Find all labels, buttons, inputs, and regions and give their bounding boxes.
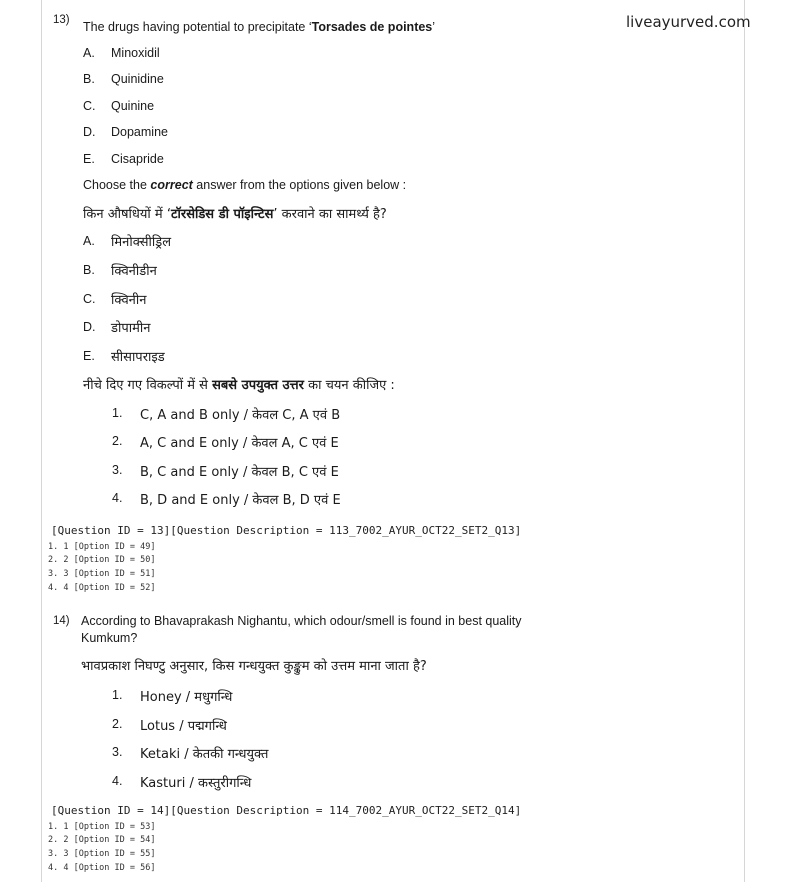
answer-text: Honey / मधुगन्धि — [140, 690, 233, 705]
option-letter: B. — [83, 263, 95, 277]
option-id-line: 2. 2 [Option ID = 54] — [48, 835, 156, 845]
answer-number: 4. — [112, 774, 123, 788]
option-text: Minoxidil — [111, 46, 160, 60]
option-letter: A. — [83, 234, 95, 248]
option-letter: C. — [83, 292, 96, 306]
option-id-line: 3. 3 [Option ID = 51] — [48, 569, 156, 579]
option-text: क्विनीडीन — [111, 264, 157, 279]
question-14-text-line1: According to Bhavaprakash Nighantu, which odour/smell is found in best quality — [81, 614, 522, 628]
question-14-text-line2: Kumkum? — [81, 631, 138, 645]
option-text: मिनोक्सीड्रिल — [111, 235, 172, 250]
option-text: Quinine — [111, 99, 155, 113]
option-letter: E. — [83, 152, 95, 166]
option-text: सीसापराइड — [111, 350, 165, 365]
option-text: क्विनीन — [111, 293, 147, 308]
option-id-line: 4. 4 [Option ID = 52] — [48, 583, 156, 593]
answer-number: 1. — [112, 688, 123, 702]
watermark: liveayurved.com — [626, 13, 751, 31]
question-14-meta: [Question ID = 14][Question Description = 114_7002_AYUR_OCT22_SET2_Q14] — [51, 804, 522, 817]
answer-number: 3. — [112, 463, 123, 477]
option-text: डोपामीन — [111, 321, 151, 336]
option-letter: C. — [83, 99, 96, 113]
option-text: Dopamine — [111, 125, 168, 139]
answer-number: 3. — [112, 745, 123, 759]
answer-text: C, A and B only / केवल C, A एवं B — [140, 408, 341, 423]
option-id-line: 1. 1 [Option ID = 53] — [48, 822, 156, 832]
question-13-text: The drugs having potential to precipitate ‘Torsades de pointes’ — [83, 20, 436, 34]
question-13-meta: [Question ID = 13][Question Description = 113_7002_AYUR_OCT22_SET2_Q13] — [51, 524, 522, 537]
page-border-left — [41, 0, 42, 882]
question-13-instruction: Choose the correct answer from the options given below : — [83, 178, 407, 192]
answer-number: 2. — [112, 434, 123, 448]
question-14-text-hindi: भावप्रकाश निघण्टु अनुसार, किस गन्धयुक्त कुङ्कुम को उत्तम माना जाता है? — [81, 659, 427, 674]
option-letter: D. — [83, 125, 96, 139]
option-id-line: 1. 1 [Option ID = 49] — [48, 542, 156, 552]
option-id-line: 2. 2 [Option ID = 50] — [48, 555, 156, 565]
page-border-right — [744, 0, 745, 882]
option-id-line: 4. 4 [Option ID = 56] — [48, 863, 156, 873]
answer-text: Kasturi / कस्तुरीगन्धि — [140, 776, 252, 791]
option-letter: B. — [83, 72, 95, 86]
question-13-text-hindi: किन औषधियों में ‘टॉरसेडिस डी पॉइन्टिस’ करवाने का सामर्थ्य है? — [83, 207, 387, 222]
option-letter: A. — [83, 46, 95, 60]
option-text: Quinidine — [111, 72, 164, 86]
question-13-number: 13) — [53, 14, 70, 26]
question-13-instruction-hindi: नीचे दिए गए विकल्पों में से सबसे उपयुक्त उत्तर का चयन कीजिए : — [83, 378, 395, 393]
option-letter: E. — [83, 349, 95, 363]
answer-number: 1. — [112, 406, 123, 420]
answer-number: 4. — [112, 491, 123, 505]
answer-number: 2. — [112, 717, 123, 731]
answer-text: Lotus / पद्मगन्धि — [140, 719, 227, 734]
answer-text: A, C and E only / केवल A, C एवं E — [140, 436, 339, 451]
option-id-line: 3. 3 [Option ID = 55] — [48, 849, 156, 859]
option-text: Cisapride — [111, 152, 164, 166]
answer-text: B, C and E only / केवल B, C एवं E — [140, 465, 339, 480]
answer-text: B, D and E only / केवल B, D एवं E — [140, 493, 341, 508]
answer-text: Ketaki / केतकी गन्धयुक्त — [140, 747, 269, 762]
question-14-number: 14) — [53, 615, 70, 627]
option-letter: D. — [83, 320, 96, 334]
